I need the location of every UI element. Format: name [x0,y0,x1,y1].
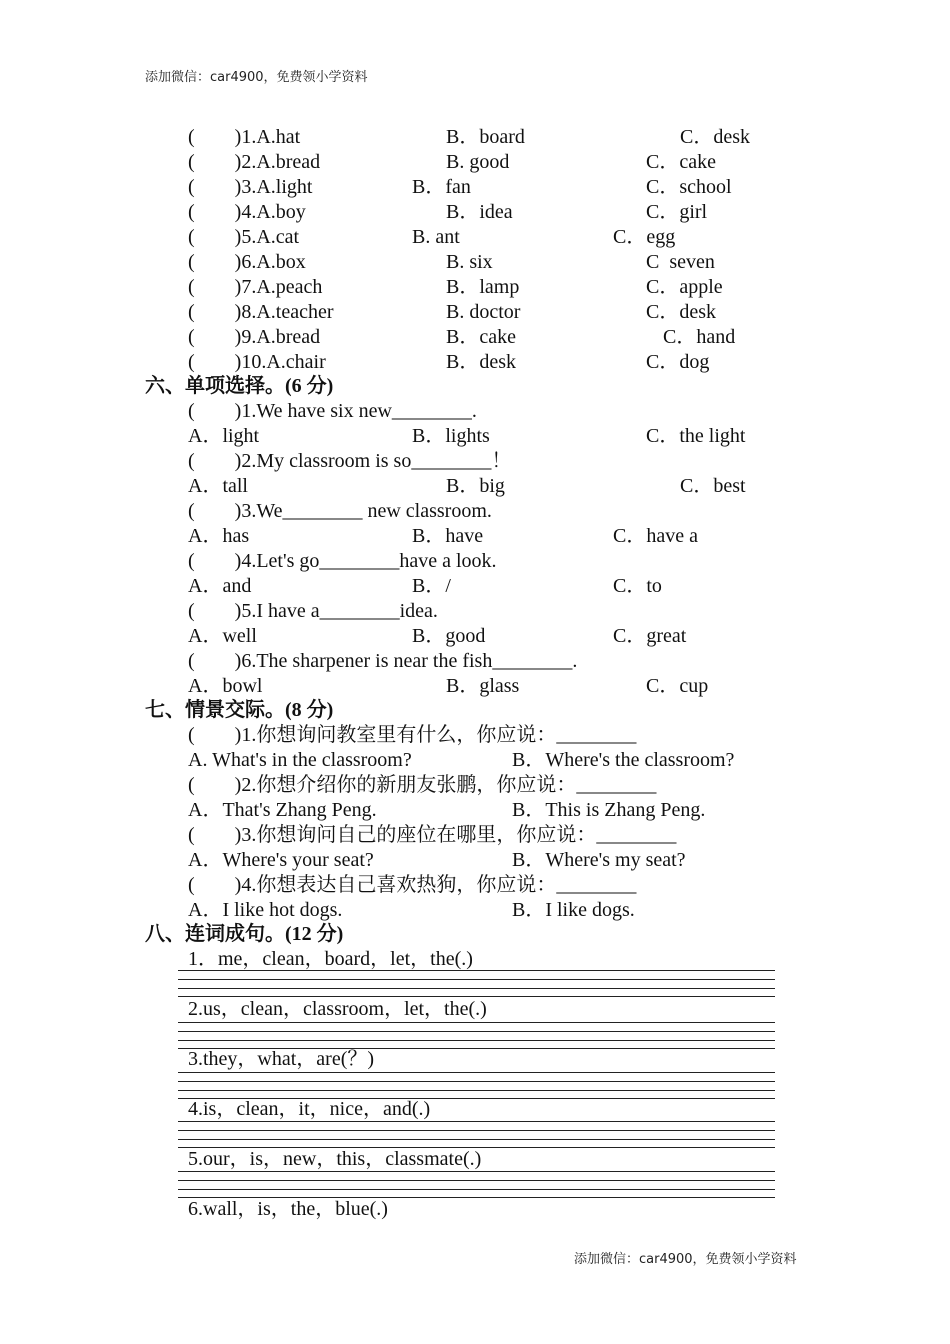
s5-q1-c: C．desk [680,126,750,148]
s5-q7: ( )7.A.peach [188,276,323,298]
s5-q5: ( )5.A.cat [188,226,300,248]
s7-q3-a: A．Where's your seat? [188,849,374,871]
s7-q3-b: B．Where's my seat? [512,849,686,871]
section-6-title: 六、单项选择。(6 分) [145,375,334,397]
s8-item4: 4.is，clean，it，nice，and(.) [188,1098,431,1120]
s5-q4-c: C．girl [646,201,708,223]
s6-q2: ( )2.My classroom is so________！ [188,450,512,472]
s6-q3: ( )3.We________ new classroom. [188,500,492,522]
s6-q4: ( )4.Let's go________have a look. [188,550,497,572]
s6-q4-c: C．to [613,575,662,597]
section-7-title: 七、情景交际。(8 分) [145,699,334,721]
s6-q1-c: C．the light [646,425,746,447]
s7-q1: ( )1.你想询问教室里有什么，你应说：________ [188,724,637,746]
s5-q5-b: B. ant [412,226,460,248]
s5-q10-c: C．dog [646,351,710,373]
s5-q2: ( )2.A.bread [188,151,321,173]
writing-line [178,970,775,971]
writing-line [178,1171,775,1172]
s5-q1-b: B．board [446,126,525,148]
s5-q8-b: B. doctor [446,301,521,323]
s6-q3-c: C．have a [613,525,698,547]
s6-q6-b: B．glass [446,675,520,697]
s7-q4: ( )4.你想表达自己喜欢热狗，你应说：________ [188,874,637,896]
s5-q9-c: C．hand [663,326,736,348]
s6-q1-a: A．light [188,425,260,447]
writing-line [178,1130,775,1131]
writing-line [178,988,775,989]
s5-q10-b: B．desk [446,351,516,373]
s5-q7-c: C．apple [646,276,723,298]
writing-line [178,1022,775,1023]
s5-q6-c: C seven [646,251,715,273]
s5-q8: ( )8.A.teacher [188,301,334,323]
writing-line [178,1090,775,1091]
s6-q5-c: C．great [613,625,687,647]
s7-q2-a: A．That's Zhang Peng. [188,799,377,821]
s5-q6-b: B. six [446,251,493,273]
s5-q6: ( )6.A.box [188,251,306,273]
s6-q5-a: A．well [188,625,257,647]
s5-q5-c: C．egg [613,226,676,248]
s7-q1-a: A. What's in the classroom? [188,749,412,771]
s8-item3: 3.they，what，are(？) [188,1048,375,1070]
s5-q4-b: B．idea [446,201,513,223]
s6-q1-b: B．lights [412,425,490,447]
s6-q2-c: C．best [680,475,746,497]
s5-q4: ( )4.A.boy [188,201,306,223]
s7-q4-b: B．I like dogs. [512,899,635,921]
s7-q1-b: B．Where's the classroom? [512,749,735,771]
watermark-note-bottom: 添加微信：car4900，免费领小学资料 [574,1252,797,1267]
writing-line [178,1072,775,1073]
writing-line [178,1040,775,1041]
section-8-title: 八、连词成句。(12 分) [145,923,344,945]
s6-q3-a: A．has [188,525,250,547]
s7-q2-b: B．This is Zhang Peng. [512,799,706,821]
s6-q2-a: A．tall [188,475,248,497]
watermark-note-top: 添加微信：car4900，免费领小学资料 [145,70,368,85]
s6-q1: ( )1.We have six new________. [188,400,477,422]
s5-q3-b: B．fan [412,176,471,198]
s5-q3: ( )3.A.light [188,176,313,198]
s8-item1: 1．me，clean，board，let，the(.) [188,948,473,970]
writing-line [178,1180,775,1181]
s5-q2-b: B. good [446,151,510,173]
writing-line [178,1031,775,1032]
s5-q2-c: C．cake [646,151,716,173]
writing-line [178,979,775,980]
s5-q9: ( )9.A.bread [188,326,321,348]
s8-item2: 2.us，clean，classroom，let，the(.) [188,998,487,1020]
s7-q3: ( )3.你想询问自己的座位在哪里，你应说：________ [188,824,677,846]
s6-q2-b: B．big [446,475,505,497]
s8-item6: 6.wall，is，the，blue(.) [188,1198,388,1220]
writing-line [178,1121,775,1122]
s5-q10: ( )10.A.chair [188,351,326,373]
s6-q6: ( )6.The sharpener is near the fish________. [188,650,578,672]
s7-q2: ( )2.你想介绍你的新朋友张鹏，你应说：________ [188,774,657,796]
s5-q1: ( )1.A.hat [188,126,301,148]
writing-line [178,1189,775,1190]
writing-line [178,1081,775,1082]
s6-q4-b: B．/ [412,575,451,597]
s5-q7-b: B．lamp [446,276,520,298]
s6-q6-a: A．bowl [188,675,263,697]
s5-q3-c: C．school [646,176,732,198]
s6-q5-b: B．good [412,625,486,647]
writing-line [178,1139,775,1140]
s6-q4-a: A．and [188,575,252,597]
s6-q3-b: B．have [412,525,484,547]
s6-q5: ( )5.I have a________idea. [188,600,438,622]
s5-q8-c: C．desk [646,301,716,323]
s6-q6-c: C．cup [646,675,709,697]
s8-item5: 5.our，is，new，this，classmate(.) [188,1148,482,1170]
s7-q4-a: A．I like hot dogs. [188,899,343,921]
s5-q9-b: B．cake [446,326,516,348]
